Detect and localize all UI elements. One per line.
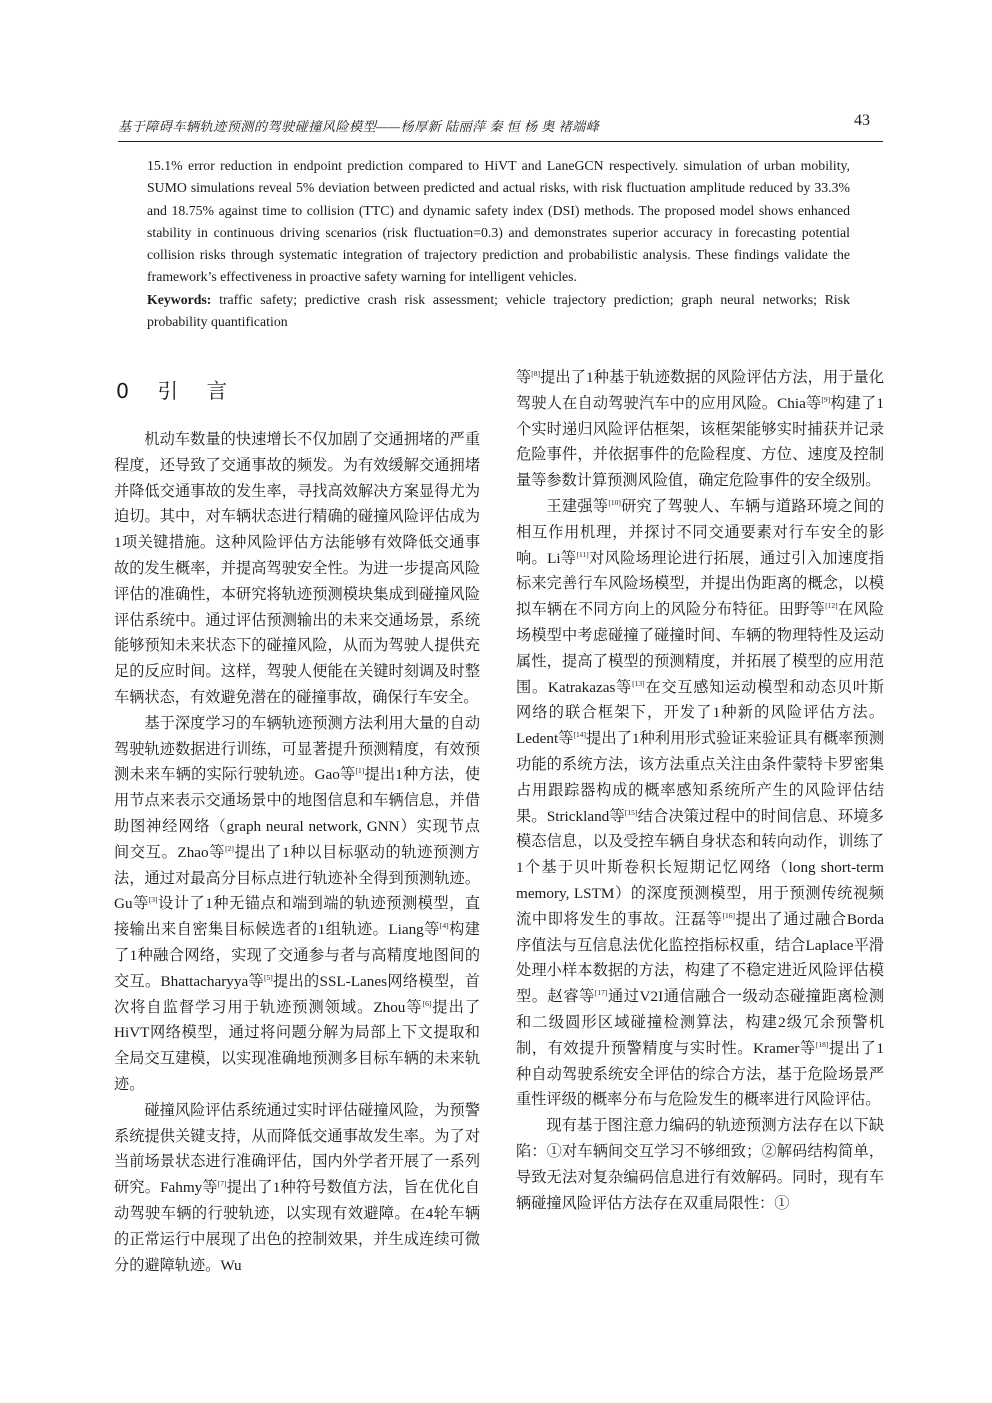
text-run: 构建了1种融合网络，实现了交通参与者与高精度地图间的交互。Bhattacharyya等 [114,921,480,990]
text-run: 提出了通过融合Borda序值法与互信息法优化监控指标权重，结合Laplace平滑处理小样本数据的方法，构建了不稳定进近风险评估模型。赵睿等 [516,910,884,1006]
section-heading: 0 引 言 [116,379,239,403]
citation-ref: [2] [225,843,234,853]
citation-ref: [7] [217,1179,227,1189]
citation-ref: [1] [355,766,365,776]
page-number: 43 [854,112,870,129]
left-paragraph-1: 机动车数量的快速增长不仅加剧了交通拥堵的严重程度，还导致了交通事故的频发。为有效缓解交通拥堵并降低交通事故的发生率，寻找高效解决方案显得尤为迫切。其中，对车辆状态进行精确的碰撞风险评估成为1项关键措施。这种风险评估方法能够有效降低交通事故的发生概率，并提高驾驶安全性。为进一步提高风险评估的准确性，本研究将轨迹预测模块集成到碰撞风险评估系统中。通过评估预测输出的未来交通场景，系统能够预知未来状态下的碰撞风险，从而为驾驶人提供充足的反应时间。这样，驾驶人便能在关键时刻调及时整车辆状态，有效避免潜在的碰撞事故，确保行车安全。 [114,431,480,706]
citation-ref: [11] [576,549,589,559]
left-paragraph-3 [114,1098,480,1279]
text-run: 提出1种方法，使用节点来表示交通场景中的地图信息和车辆信息，并借助图神经网络（graph neural network, GNN）实现节点间交互。Zhao等 [114,766,481,861]
running-header-title: 基于障碍车辆轨迹预测的驾驶碰撞风险模型——杨厚新 陆丽萍 秦 恒 杨 奥 褚端峰 [118,119,600,134]
text-run: 设计了1种无锚点和端到端的轨迹预测模型，直接输出来自密集目标候选者的1组轨迹。Liang等 [114,895,481,939]
keywords-line [147,289,850,334]
citation-ref: [18] [815,1039,829,1049]
citation-ref: [10] [608,497,621,507]
text-run: 提出了1种符号数值方法，旨在优化自动驾驶车辆的行驶轨迹，以实现有效避障。在4轮车辆的正常运行中展现了出色的控制效果，并生成连续可微分的避障轨迹。Wu [114,1179,480,1274]
header-divider [118,141,883,142]
left-column [114,365,480,1278]
abstract-text: 15.1% error reduction in endpoint prediction compared to HiVT and LaneGCN respectively. simulation of urban mobility, SUMO simulations reveal 5% deviation between predicted and actual risks, with risk fluctuation amplitude reduced by 33.3% and 18.75% against time to collision (TTC) and dynamic safety index (DSI) methods. The proposed model shows enhanced stability in continuous driving scenarios (risk fluctuation=0.3) and demonstrates superior accuracy in forecasting potential collision risks through systematic integration of trajectory prediction and probabilistic analysis. These findings validate the framework’s effectiveness in proactive safety warning for intelligent vehicles. [147,158,850,285]
text-run: 基于深度学习的车辆轨迹预测方法利用大量的自动驾驶轨迹数据进行训练，可显著提升预测精度，有效预测未来车辆的实际行驶轨迹。Gao等 [114,714,480,784]
text-run: 提出的SSL-Lanes网络模型，首次将自监督学习用于轨迹预测领域。Zhou等 [114,972,480,1016]
keywords-text: traffic safety; predictive crash risk assessment; vehicle trajectory prediction; graph neural networks; Risk probability quantification [147,291,850,330]
text-run: 通过V2I通信融合一级动态碰撞距离检测和二级圆形区域碰撞检测算法，构建2级冗余预警机制，有效提升预警精度与实时性。Kramer等 [516,988,885,1057]
running-header [118,112,876,140]
text-run: 在交互感知运动模型和动态贝叶斯网络的联合框架下，开发了1种新的风险评估方法。Ledent等 [516,678,884,748]
right-paragraph-1 [516,365,884,494]
text-run: 研究了驾驶人、车辆与道路环境之间的相互作用机理，并探讨不同交通要素对行车安全的影响。Li等 [516,497,885,567]
text-run: 提出了1种基于轨迹数据的风险评估方法，用于量化驾驶人在自动驾驶汽车中的应用风险。Chia等 [516,369,885,412]
right-paragraph-2 [516,494,884,1113]
citation-ref: [13] [632,678,645,688]
text-run: 在风险场模型中考虑碰撞了碰撞时间、车辆的物理特性及运动属性，提高了模型的预测精度，并拓展了模型的应用范围。Katrakazas等 [516,601,885,696]
citation-ref: [6] [422,998,432,1008]
citation-ref: [4] [439,921,449,931]
text-run: 提出了HiVT网络模型，通过将问题分解为局部上下文提取和全局交互建模，以实现准确地预测多目标车辆的未来轨迹。 [114,998,481,1093]
keywords-label: Keywords: [147,291,212,307]
citation-ref: [5] [264,972,273,982]
text-run: 结合决策过程中的时间信息、环境多模态信息，以及受控车辆自身状态和转向动作，训练了1个基于贝叶斯卷积长短期记忆网络（long short-term memory, LSTM）的深度预测模型，用于预测传统视频流中即将发生的事故。汪磊等 [516,807,884,928]
text-run: 等 [516,369,532,386]
text-run: 对风险场理论进行拓展，通过引入加速度指标来完善行车风险场模型，并提出伪距离的概念，以模拟车辆在不同方向上的风险分布特征。田野等 [516,549,885,619]
citation-ref: [12] [825,601,838,611]
text-run: 提出了1种利用形式验证来验证具有概率预测功能的系统方法，该方法重点关注由条件蒙特卡罗密集占用跟踪器构成的概率感知系统所产生的风险评估结果。Strickland等 [516,730,885,825]
right-column [516,365,884,1216]
citation-ref: [17] [594,988,608,998]
citation-ref: [9] [821,394,831,404]
text-run: 王建强等 [546,497,609,515]
abstract-continuation [147,155,850,333]
text-run: 提出了1种以目标驱动的轨迹预测方法，通过对最高分目标点进行轨迹补全得到预测轨迹。Gu等 [114,843,480,913]
left-paragraph-2 [114,711,480,1098]
text-run: 构建了1个实时递归风险评估框架，该框架能够实时捕获并记录危险事件，并依据事件的危险程度、方位、速度及控制量等参数计算预测风险值，确定危险事件的安全级别。 [516,394,884,490]
text-run: 碰撞风险评估系统通过实时评估碰撞风险，为预警系统提供关键支持，从而降低交通事故发生率。为了对当前场景状态进行准确评估，国内外学者开展了一系列研究。Fahmy等 [114,1101,480,1197]
citation-ref: [14] [573,730,587,740]
citation-ref: [3] [148,895,158,905]
citation-ref: [8] [531,369,541,378]
citation-ref: [15] [624,807,638,817]
text-run: 提出了1种自动驾驶系统安全评估的综合方法，基于危险场景严重性评级的概率分布与危险发生的概率进行风险评估。 [516,1039,884,1109]
citation-ref: [16] [722,910,735,920]
right-paragraph-3: 现有基于图注意力编码的轨迹预测方法存在以下缺陷：①对车辆间交互学习不够细致；②解码结构简单，导致无法对复杂编码信息进行有效解码。同时，现有车辆碰撞风险评估方法存在双重局限性：① [516,1117,884,1212]
